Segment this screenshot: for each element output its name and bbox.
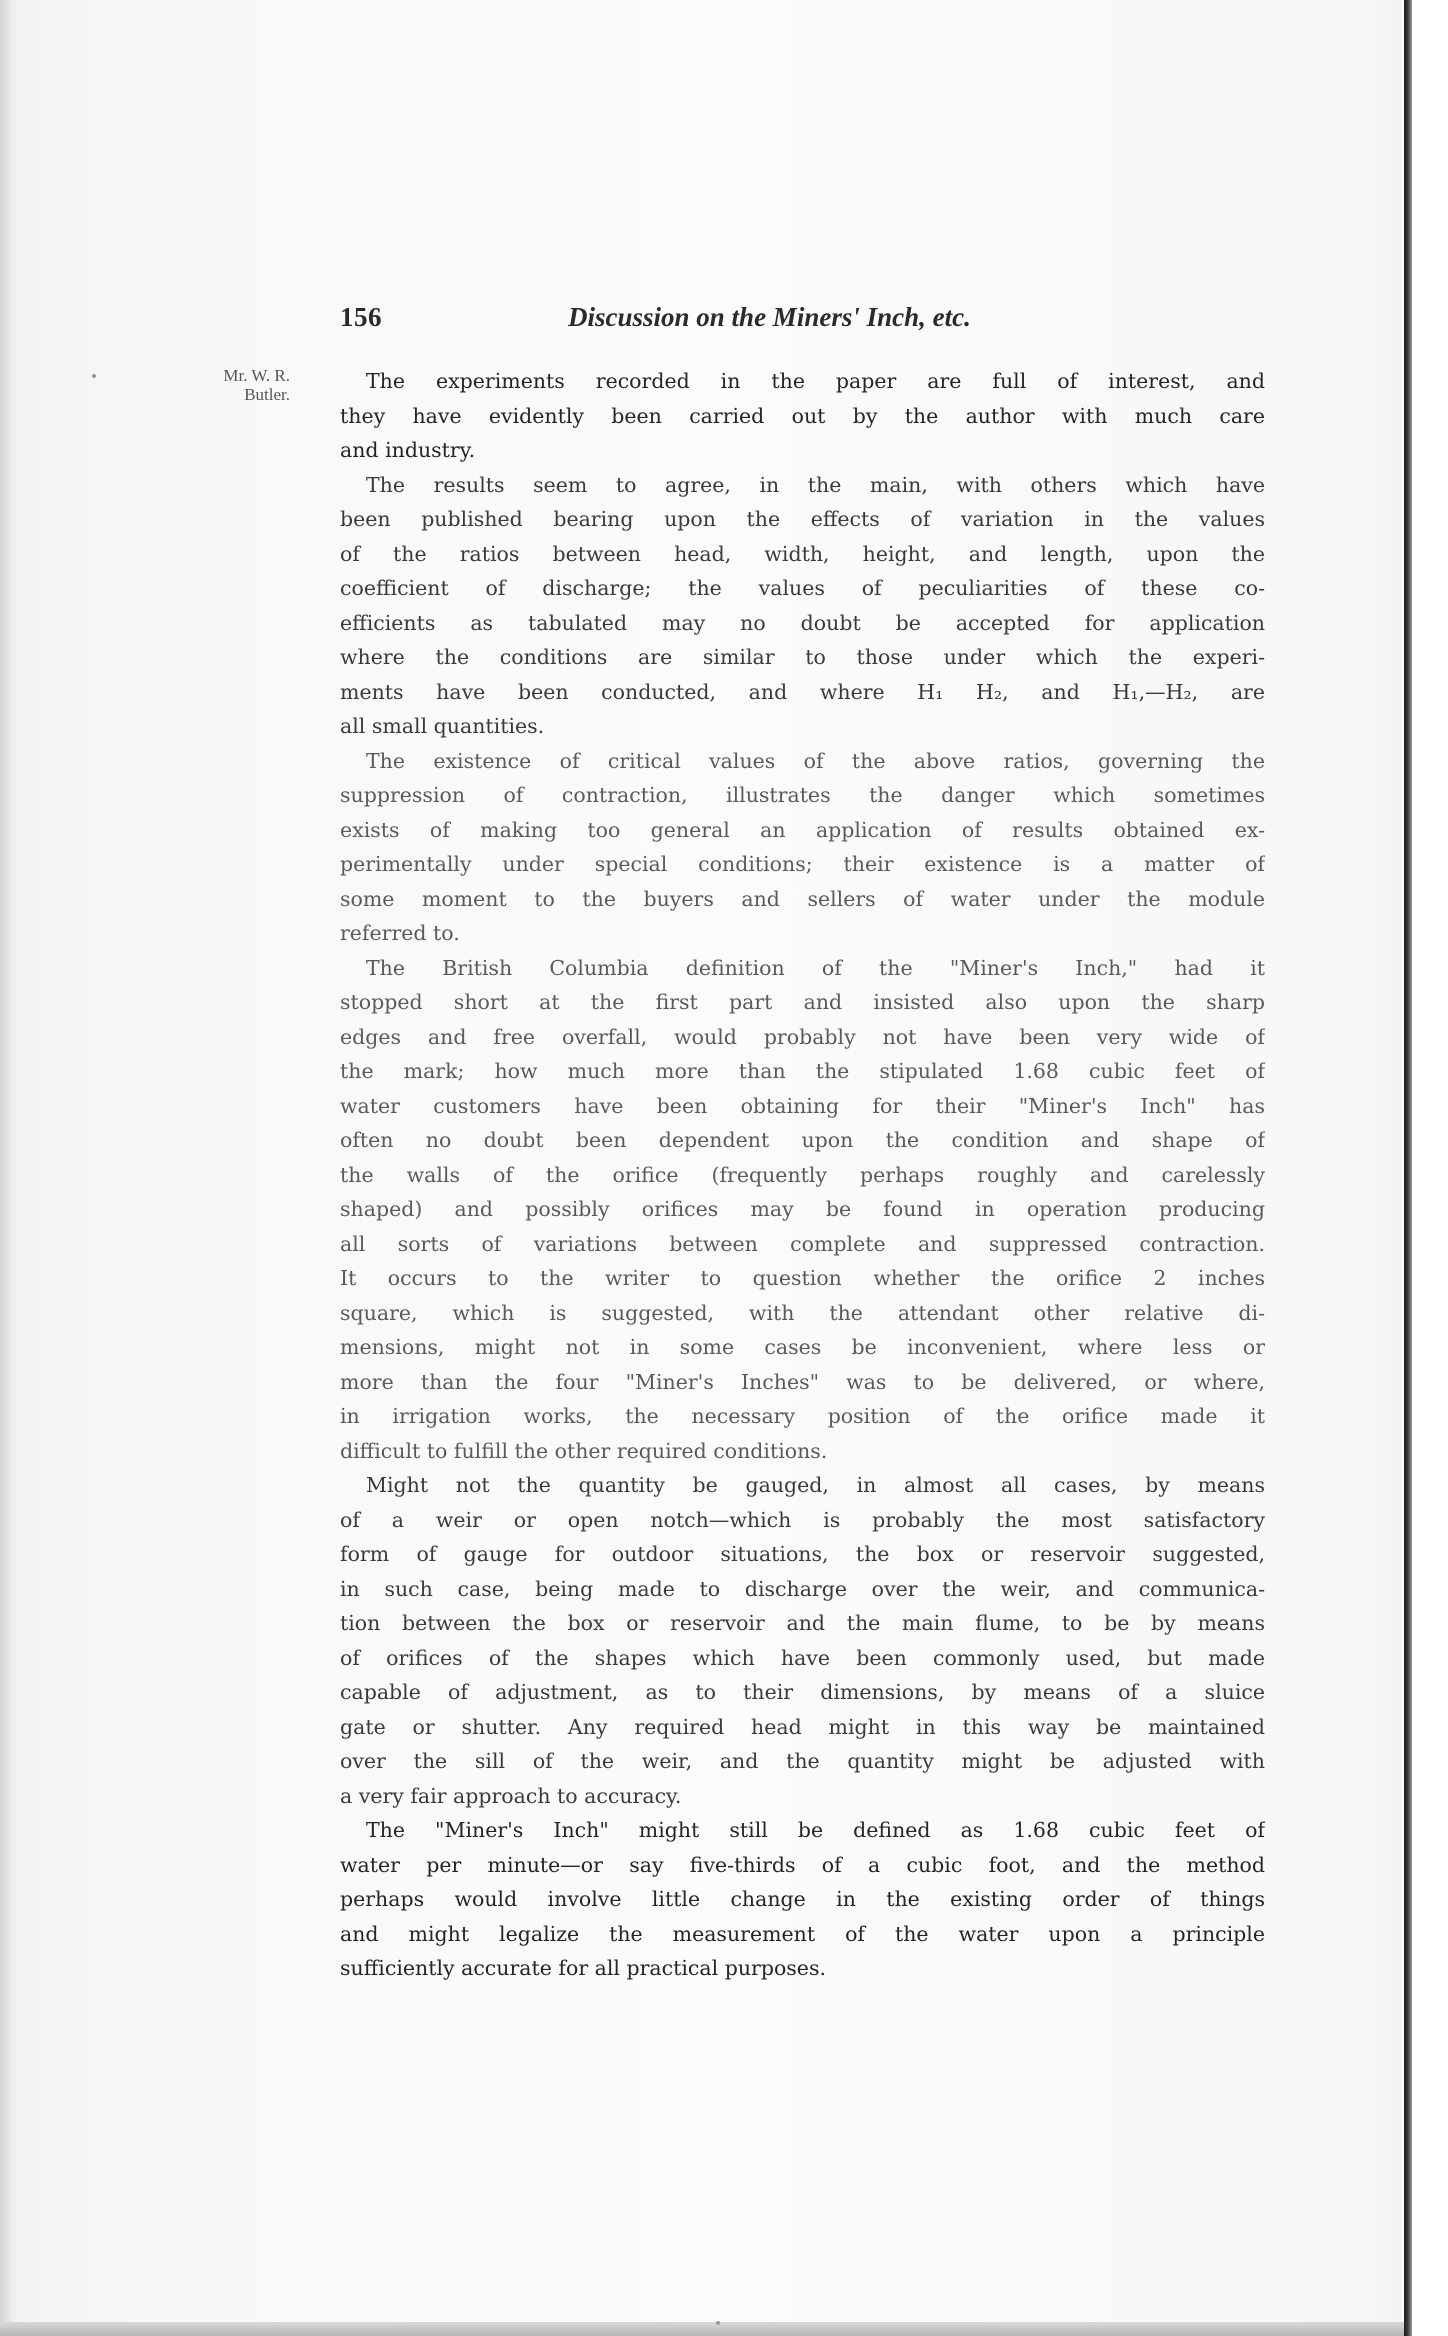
- text-line: suppression of contraction, illustrates the danger which sometimes: [340, 783, 1265, 807]
- text-line: perhaps would involve little change in the existing order of things: [340, 1887, 1265, 1911]
- speaker-surname-line: Butler.: [244, 385, 290, 404]
- text-line: difficult to fulfill the other required conditions.: [340, 1438, 828, 1463]
- text-line: the walls of the orifice (frequently perhaps roughly and carelessly: [340, 1162, 1265, 1187]
- bottom-page-edge: [0, 2322, 1404, 2336]
- text-line: been published bearing upon the effects of variation in the values: [340, 507, 1265, 531]
- text-line: all sorts of variations between complete and suppressed contraction.: [340, 1231, 1265, 1256]
- text-line: all small quantities.: [340, 714, 545, 738]
- text-line: Might not the quantity be gauged, in almost all cases, by means: [366, 1473, 1265, 1497]
- text-line: The British Columbia definition of the "Miner's Inch," had it: [366, 955, 1265, 980]
- text-line: over the sill of the weir, and the quantity might be adjusted with: [340, 1749, 1265, 1773]
- paragraph-1: [340, 364, 1265, 468]
- text-line: more than the four "Miner's Inches" was to be delivered, or where,: [340, 1369, 1265, 1394]
- text-line: It occurs to the writer to question whether the orifice 2 inches: [340, 1266, 1265, 1290]
- page-number: 156: [340, 302, 382, 332]
- discussion-body: [340, 364, 1265, 1986]
- text-line: ments have been conducted, and where H₁ H₂, and H₁,—H₂, are: [340, 679, 1265, 704]
- text-line: stopped short at the first part and insisted also upon the sharp: [340, 990, 1265, 1014]
- text-line: coefficient of discharge; the values of peculiarities of these co-: [340, 576, 1265, 600]
- text-line: The results seem to agree, in the main, with others which have: [366, 472, 1265, 497]
- text-line: square, which is suggested, with the attendant other relative di-: [340, 1300, 1265, 1325]
- text-line: edges and free overfall, would probably not have been very wide of: [340, 1024, 1265, 1049]
- text-line: in irrigation works, the necessary position of the orifice made it: [340, 1404, 1265, 1428]
- text-line: exists of making too general an application of results obtained ex-: [340, 817, 1265, 842]
- right-binding-edge: [1404, 0, 1412, 2336]
- text-line: some moment to the buyers and sellers of water under the module: [340, 886, 1265, 911]
- text-line: sufficiently accurate for all practical purposes.: [340, 1956, 826, 1980]
- text-line: water customers have been obtaining for their "Miner's Inch" has: [340, 1093, 1265, 1118]
- text-line: and might legalize the measurement of the water upon a principle: [340, 1921, 1265, 1946]
- text-line: water per minute—or say five-thirds of a cubic foot, and the method: [340, 1852, 1265, 1877]
- text-line: The "Miner's Inch" might still be defined as 1.68 cubic feet of: [366, 1818, 1265, 1842]
- text-line: in such case, being made to discharge over the weir, and communica-: [340, 1576, 1265, 1601]
- text-line: and industry.: [340, 438, 476, 462]
- scan-speck: [716, 2321, 720, 2325]
- paragraph-3: [340, 744, 1265, 951]
- left-page-shadow: [0, 0, 18, 2336]
- speaker-name-line: Mr. W. R.: [223, 366, 290, 385]
- text-line: of orifices of the shapes which have been commonly used, but made: [340, 1645, 1265, 1670]
- running-title: Discussion on the Miners' Inch, etc.: [568, 302, 971, 332]
- text-line: mensions, might not in some cases be inconvenient, where less or: [340, 1335, 1265, 1359]
- text-line: gate or shutter. Any required head might in this way be maintained: [340, 1714, 1265, 1739]
- text-line: referred to.: [340, 921, 460, 945]
- text-line: shaped) and possibly orifices may be found in operation producing: [340, 1197, 1265, 1221]
- text-line: where the conditions are similar to those under which the experi-: [340, 645, 1265, 669]
- text-line: perimentally under special conditions; their existence is a matter of: [340, 852, 1265, 876]
- text-line: efficients as tabulated may no doubt be accepted for application: [340, 610, 1265, 635]
- text-line: The experiments recorded in the paper are full of interest, and: [366, 369, 1265, 393]
- paragraph-2: [340, 468, 1265, 744]
- text-line: form of gauge for outdoor situations, the box or reservoir suggested,: [340, 1542, 1265, 1566]
- text-line: the mark; how much more than the stipulated 1.68 cubic feet of: [340, 1059, 1265, 1083]
- text-line: of the ratios between head, width, height, and length, upon the: [340, 541, 1265, 566]
- text-line: capable of adjustment, as to their dimensions, by means of a sluice: [340, 1680, 1265, 1704]
- speaker-attribution: [170, 366, 290, 404]
- scan-speck: [92, 374, 96, 378]
- text-line: of a weir or open notch—which is probably the most satisfactory: [340, 1507, 1265, 1532]
- text-line: tion between the box or reservoir and the main flume, to be by means: [340, 1611, 1265, 1635]
- text-line: often no doubt been dependent upon the condition and shape of: [340, 1128, 1265, 1152]
- paragraph-6: [340, 1813, 1265, 1986]
- paragraph-5: [340, 1468, 1265, 1813]
- page-header: [340, 302, 1080, 344]
- text-line: a very fair approach to accuracy.: [340, 1783, 682, 1808]
- text-line: The existence of critical values of the above ratios, governing the: [366, 748, 1265, 773]
- text-line: they have evidently been carried out by the author with much care: [340, 403, 1265, 428]
- paragraph-4: [340, 951, 1265, 1469]
